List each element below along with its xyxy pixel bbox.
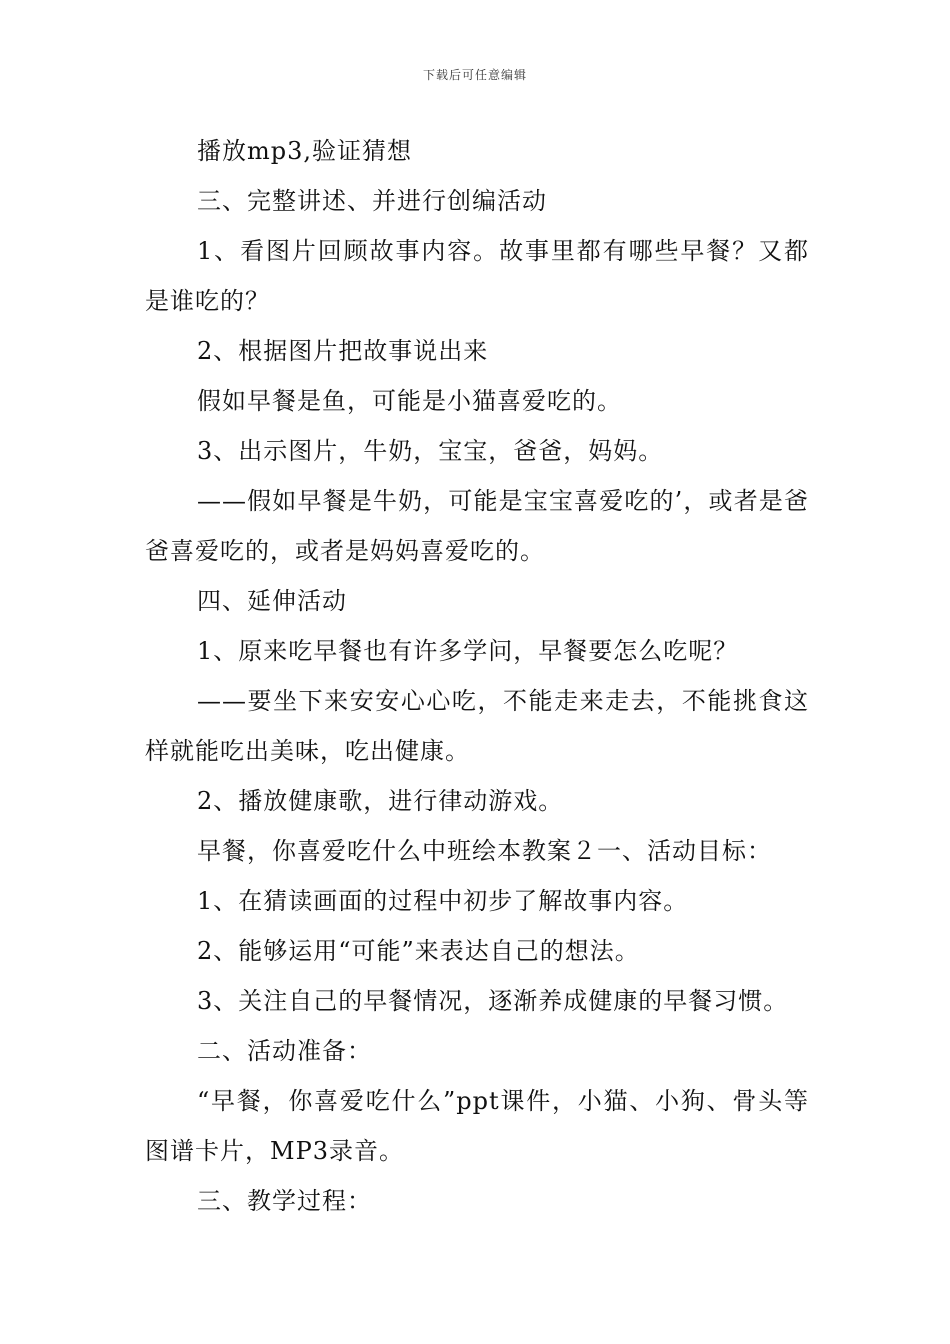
document-body bbox=[145, 126, 809, 1226]
paragraph: ——假如早餐是牛奶，可能是宝宝喜爱吃的’，或者是爸爸喜爱吃的，或者是妈妈喜爱吃的。 bbox=[145, 487, 809, 565]
section-heading: 三、教学过程： bbox=[197, 1187, 372, 1215]
paragraph: 2、播放健康歌，进行律动游戏。 bbox=[197, 787, 564, 815]
paragraph: “早餐，你喜爱吃什么”ppt课件，小猫、小狗、骨头等图谱卡片，MP3录音。 bbox=[145, 1087, 809, 1165]
paragraph: ——要坐下来安安心心吃，不能走来走去，不能挑食这样就能吃出美味，吃出健康。 bbox=[145, 687, 809, 765]
paragraph: 2、根据图片把故事说出来 bbox=[197, 337, 489, 365]
paragraph: 2、能够运用“可能”来表达自己的想法。 bbox=[197, 937, 640, 965]
paragraph: 3、出示图片，牛奶，宝宝，爸爸，妈妈。 bbox=[197, 437, 664, 465]
paragraph: 1、原来吃早餐也有许多学问，早餐要怎么吃呢？ bbox=[197, 637, 739, 665]
paragraph: 1、在猜读画面的过程中初步了解故事内容。 bbox=[197, 887, 689, 915]
paragraph: 假如早餐是鱼，可能是小猫喜爱吃的。 bbox=[197, 387, 622, 415]
paragraph: 早餐，你喜爱吃什么中班绘本教案２一、活动目标： bbox=[197, 837, 772, 865]
section-heading: 二、活动准备： bbox=[197, 1037, 372, 1065]
section-heading: 四、延伸活动 bbox=[197, 587, 347, 615]
paragraph: 3、关注自己的早餐情况，逐渐养成健康的早餐习惯。 bbox=[197, 987, 789, 1015]
header-note: 下载后可任意编辑 bbox=[422, 68, 527, 82]
paragraph: 播放mp3,验证猜想 bbox=[197, 137, 413, 165]
section-heading: 三、完整讲述、并进行创编活动 bbox=[197, 187, 547, 215]
paragraph: 1、看图片回顾故事内容。故事里都有哪些早餐？又都是谁吃的？ bbox=[145, 237, 809, 315]
